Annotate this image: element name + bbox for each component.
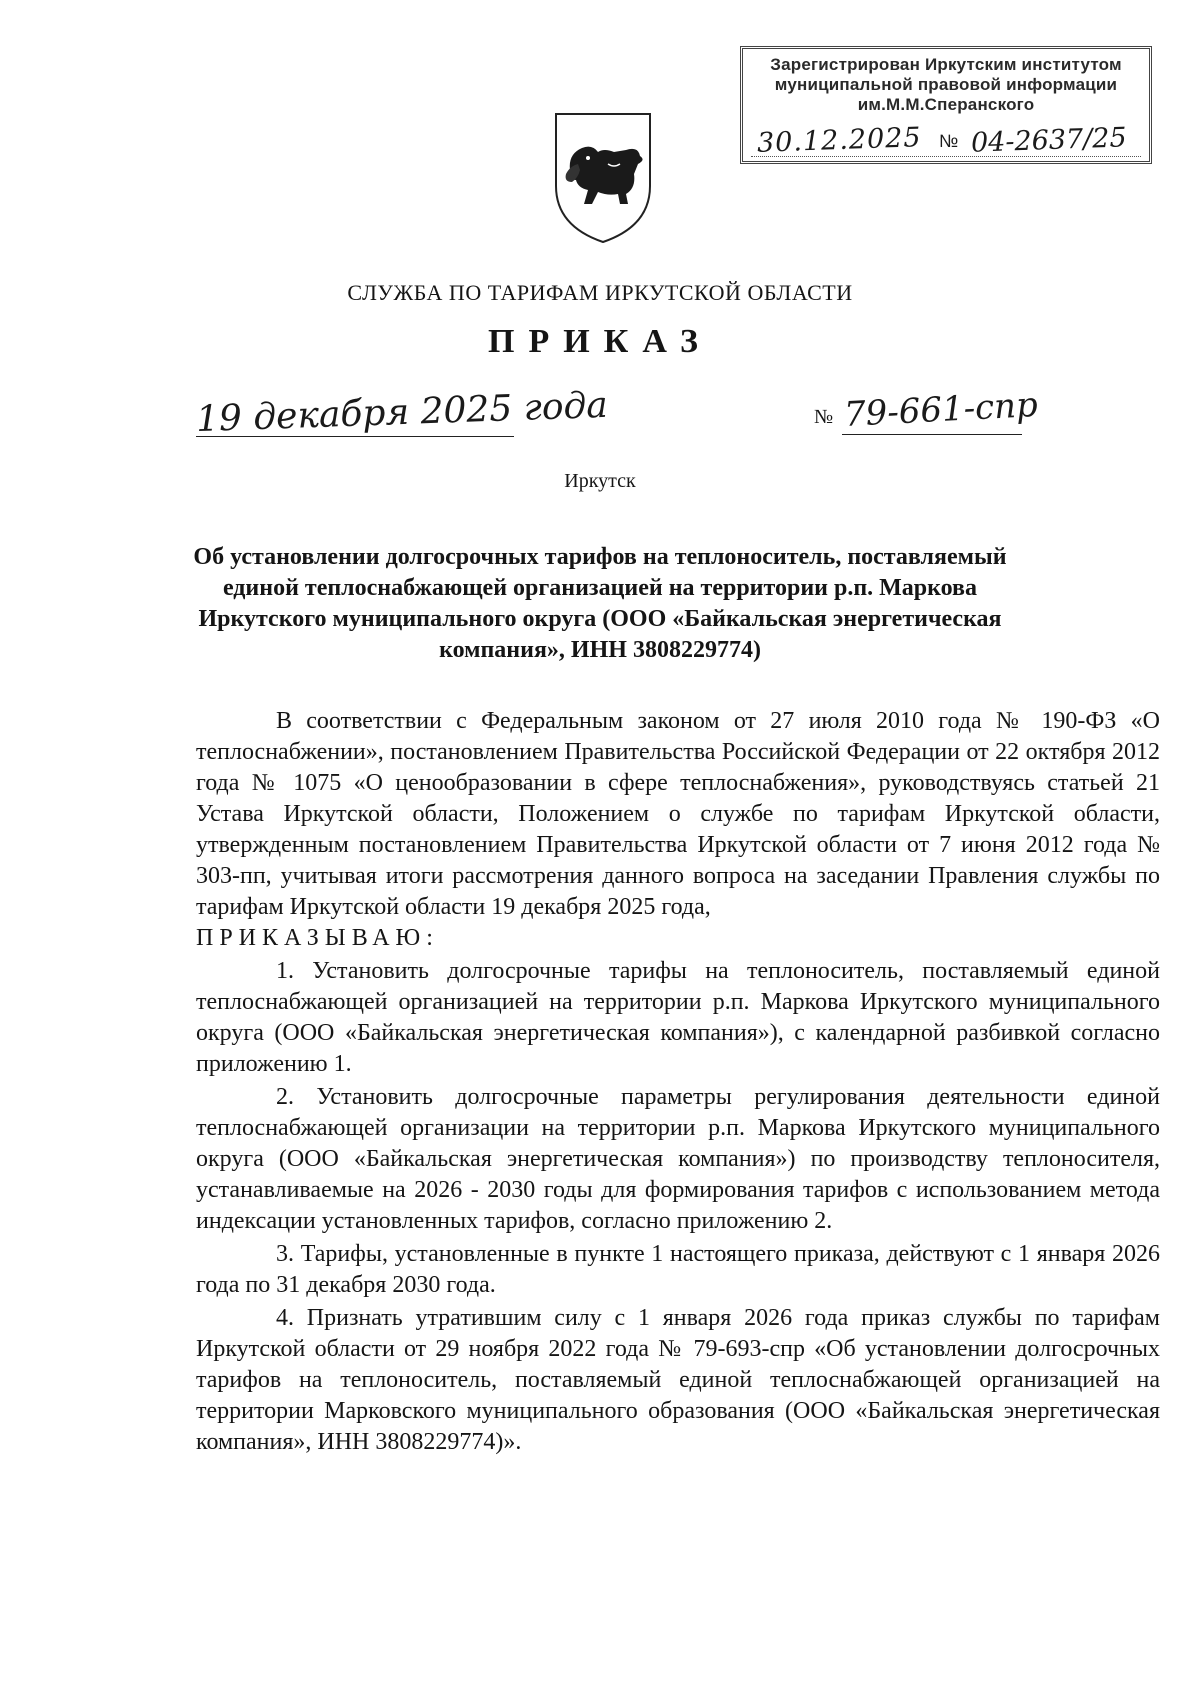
stamp-line-1: Зарегистрирован Иркутским институтом <box>770 55 1122 74</box>
preamble-paragraph: В соответствии с Федеральным законом от 27 июля 2010 года № 190-ФЗ «О теплоснабжении», постановлением Правительства Российской Федерации от 22 октября 2012 года № 1075 «О ценообразовании в сфере теплоснабжения», руководствуясь статьей 21 Устава Иркутской области, Положением о службе по тарифам Иркутской области, утвержденным постановлением Правительства Иркутской области от 7 июня 2012 года № 303-пп, учитывая итоги рассмотрения данного вопроса на заседании Правления службы по тарифам Иркутской области 19 декабря 2025 года, <box>196 708 1160 920</box>
order-item-1: 1. Установить долгосрочные тарифы на теплоноситель, поставляемый единой теплоснабжающей организацией на территории р.п. Маркова Иркутского муниципального округа (ООО «Байкальская энергетическая компания»), с календарной разбивкой согласно приложению 1. <box>196 958 1160 1077</box>
order-word: ПРИКАЗЫВАЮ: <box>196 925 439 951</box>
document-body <box>196 706 1160 1458</box>
date-underline <box>196 436 514 437</box>
order-item-2: 2. Установить долгосрочные параметры регулирования деятельности единой теплоснабжающей организации на территории р.п. Маркова Иркутского муниципального округа (ООО «Байкальская энергетическая компания») по производству теплоносителя, устанавливаемые на 2026 - 2030 годы для формирования тарифов с использованием метода индексации установленных тарифов, согласно приложению 2. <box>196 1084 1160 1234</box>
registration-stamp <box>740 46 1152 164</box>
handwritten-order-number: 79-661-спр <box>843 384 1039 436</box>
stamp-registration-date: 30.12.2025 <box>756 122 923 159</box>
stamp-underline <box>751 156 1141 157</box>
order-item-3: 3. Тарифы, установленные в пункте 1 настоящего приказа, действуют с 1 января 2026 года по 31 декабря 2030 года. <box>196 1241 1160 1298</box>
stamp-line-3: им.М.М.Сперанского <box>857 95 1035 114</box>
stamp-number-label: № <box>939 131 959 151</box>
stamp-registration-number: 04-2637/25 <box>970 122 1128 159</box>
coat-of-arms-icon <box>548 108 658 248</box>
stamp-registration-row <box>751 122 1141 159</box>
city-name: Иркутск <box>564 470 636 492</box>
document-type: ПРИКАЗ <box>488 323 712 360</box>
handwritten-date: 19 декабря 2025 года <box>195 384 609 441</box>
number-label: № <box>814 406 834 428</box>
stamp-line-2: муниципальной правовой информации <box>774 75 1118 94</box>
order-item-4: 4. Признать утратившим силу с 1 января 2026 года приказ службы по тарифам Иркутской области от 29 ноября 2022 года № 79-693-спр «Об установлении долгосрочных тарифов на теплоноситель, поставляемый единой теплоснабжающей организацией на территории Марковского муниципального образования (ООО «Байкальская энергетическая компания», ИНН 3808229774)». <box>196 1305 1160 1455</box>
organization-name: СЛУЖБА ПО ТАРИФАМ ИРКУТСКОЙ ОБЛАСТИ <box>347 280 853 305</box>
document-title: Об установлении долгосрочных тарифов на теплоноситель, поставляемый единой теплоснабжающей организацией на территории р.п. Маркова Иркутского муниципального округа (ООО «Байкальская энергетическая компания», ИНН 3808229774) <box>193 544 1007 663</box>
number-underline <box>842 434 1022 435</box>
